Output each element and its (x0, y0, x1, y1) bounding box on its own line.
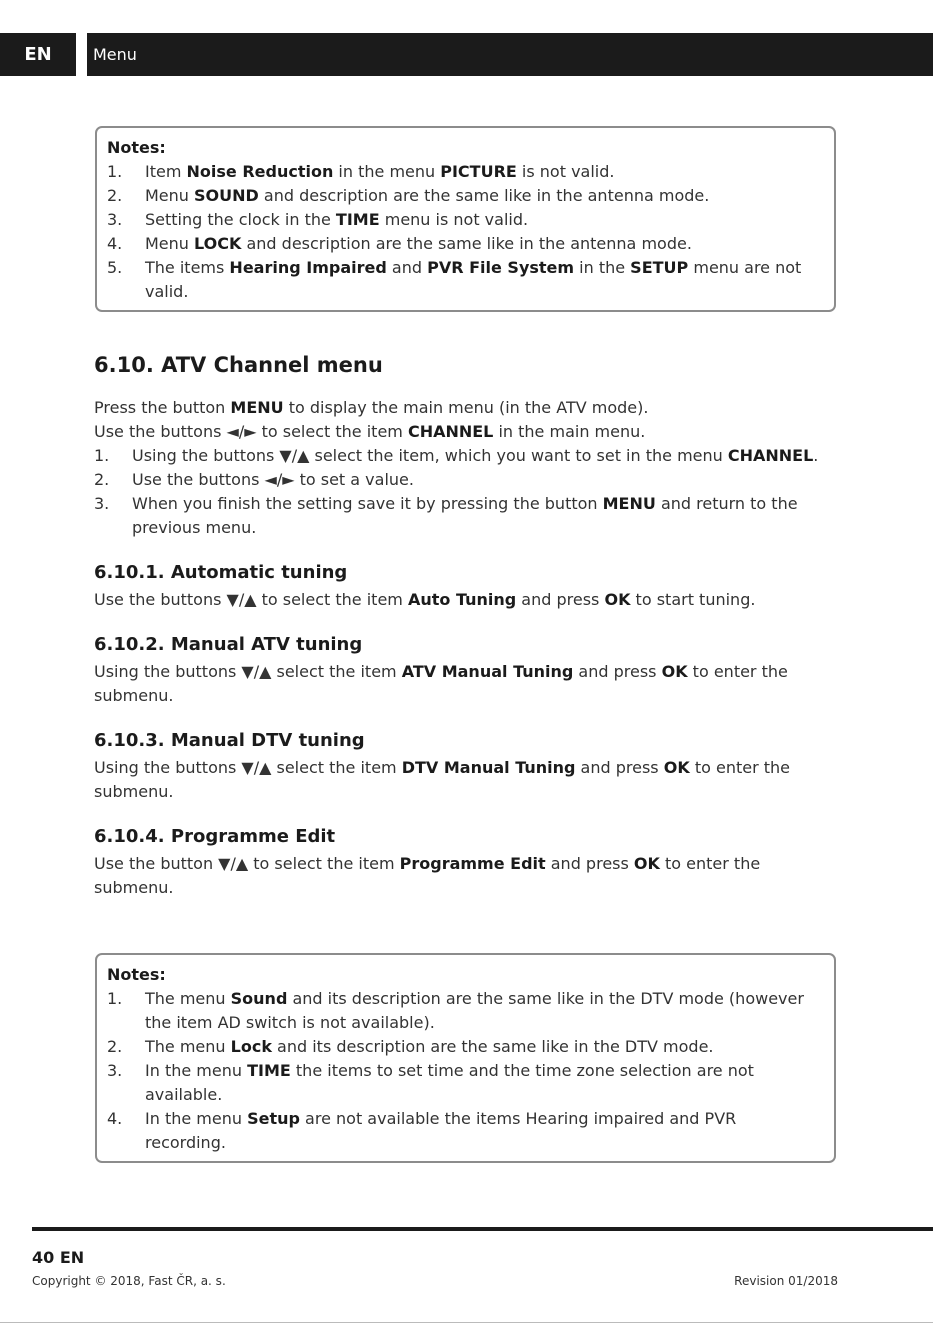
note-item (107, 256, 820, 304)
body-text: to enter the submenu. (94, 758, 790, 801)
body-text: and press (575, 758, 664, 777)
body-bold: MENU (230, 398, 284, 417)
note-text: and its description are the same like in the DTV mode (however the item AD switch is not available). (145, 989, 804, 1032)
note-item (107, 232, 820, 256)
subsection-manual-atv (94, 632, 824, 708)
note-number: 3. (107, 1061, 123, 1080)
note-number: 4. (107, 234, 123, 253)
subsection-body (94, 852, 824, 900)
body-text: Using the buttons ▼/▲ select the item (94, 662, 402, 681)
subsection-heading: 6.10.2. Manual ATV tuning (94, 634, 363, 655)
page-number: 40 EN (32, 1248, 85, 1267)
note-text: the items to set time and the time zone selection are not available. (145, 1061, 754, 1104)
step-number: 1. (94, 446, 110, 465)
body-bold: Programme Edit (399, 854, 546, 873)
body-text: to start tuning. (630, 590, 756, 609)
body-text: Use the button ▼/▲ to select the item (94, 854, 400, 873)
note-text: Menu (145, 234, 195, 253)
note-item (107, 160, 820, 184)
body-text: and return to the previous menu. (132, 494, 798, 537)
notes-title: Notes: (107, 965, 166, 984)
section-title: Menu (93, 45, 137, 64)
step-item (94, 444, 824, 468)
language-label: EN (24, 44, 52, 65)
step-number: 3. (94, 494, 110, 513)
subsection-heading: 6.10.1. Automatic tuning (94, 562, 348, 583)
note-item (107, 208, 820, 232)
body-bold: DTV Manual Tuning (401, 758, 576, 777)
subsection-heading: 6.10.4. Programme Edit (94, 826, 336, 847)
body-bold: Auto Tuning (407, 590, 517, 609)
step-number: 2. (94, 470, 110, 489)
note-number: 5. (107, 258, 123, 277)
subsection-heading: 6.10.3. Manual DTV tuning (94, 730, 365, 751)
note-text: and its description are the same like in the DTV mode. (271, 1037, 714, 1056)
note-bold: TIME (335, 210, 380, 229)
body-text: Using the buttons ▼/▲ select the item, which you want to set in the menu (132, 446, 728, 465)
note-text: and description are the same like in the antenna mode. (241, 234, 692, 253)
subsection-auto-tuning (94, 560, 824, 612)
note-text: Setting the clock in the (145, 210, 336, 229)
note-text: Item (145, 162, 187, 181)
note-number: 1. (107, 162, 123, 181)
subsection-manual-dtv (94, 728, 824, 804)
step-item (94, 492, 824, 540)
note-text: The menu (145, 989, 231, 1008)
language-tab (0, 33, 76, 76)
intro-line (94, 396, 824, 420)
note-bold: LOCK (194, 234, 242, 253)
body-text: and press (573, 662, 662, 681)
note-text: in the (574, 258, 631, 277)
note-text: The menu (145, 1037, 231, 1056)
note-text: in the menu (333, 162, 441, 181)
note-item (107, 1035, 820, 1059)
subsection-body (94, 756, 824, 804)
body-text: When you finish the setting save it by pressing the button (132, 494, 603, 513)
body-text: to display the main menu (in the ATV mode). (283, 398, 649, 417)
note-text: are not available the items Hearing impaired and PVR recording. (145, 1109, 737, 1152)
note-number: 2. (107, 186, 123, 205)
body-bold: CHANNEL (407, 422, 494, 441)
body-text: Press the button (94, 398, 231, 417)
body-text: and press (545, 854, 634, 873)
note-bold: Lock (230, 1037, 272, 1056)
main-content (94, 350, 824, 900)
subsection-body (94, 588, 824, 612)
note-text: The items (145, 258, 230, 277)
step-item (94, 468, 824, 492)
note-bold: PVR File System (427, 258, 575, 277)
note-bold: Hearing Impaired (229, 258, 387, 277)
section-header (87, 33, 933, 76)
body-text: . (813, 446, 819, 465)
body-text: to enter the submenu. (94, 854, 761, 897)
note-bold: Setup (247, 1109, 300, 1128)
body-text: Using the buttons ▼/▲ select the item (94, 758, 402, 777)
revision-text: Revision 01/2018 (734, 1274, 838, 1288)
body-bold: CHANNEL (727, 446, 814, 465)
note-item (107, 1059, 820, 1107)
body-text: and press (516, 590, 605, 609)
body-bold: OK (604, 590, 631, 609)
note-text: In the menu (145, 1061, 248, 1080)
note-number: 2. (107, 1037, 123, 1056)
note-number: 1. (107, 989, 123, 1008)
note-text: menu is not valid. (379, 210, 529, 229)
note-item (107, 1107, 820, 1155)
note-bold: Noise Reduction (186, 162, 334, 181)
body-text: Use the buttons ◄/► to select the item (94, 422, 408, 441)
footer-divider (32, 1227, 933, 1231)
body-bold: OK (661, 662, 688, 681)
body-bold: ATV Manual Tuning (401, 662, 574, 681)
body-bold: OK (633, 854, 660, 873)
body-bold: MENU (602, 494, 656, 513)
note-bold: SETUP (630, 258, 689, 277)
body-text: to enter the submenu. (94, 662, 788, 705)
subsection-programme-edit (94, 824, 824, 900)
subsection-body (94, 660, 824, 708)
intro-line (94, 420, 824, 444)
note-text: In the menu (145, 1109, 248, 1128)
note-text: and description are the same like in the antenna mode. (258, 186, 710, 205)
body-bold: OK (663, 758, 690, 777)
note-item (107, 184, 820, 208)
page-bottom-border (0, 1322, 933, 1323)
note-number: 3. (107, 210, 123, 229)
note-text: and (386, 258, 428, 277)
note-bold: SOUND (194, 186, 259, 205)
note-bold: Sound (230, 989, 288, 1008)
note-text: menu are not valid. (145, 258, 802, 301)
body-text: Use the buttons ▼/▲ to select the item (94, 590, 408, 609)
note-number: 4. (107, 1109, 123, 1128)
note-text: Menu (145, 186, 195, 205)
body-text: in the main menu. (493, 422, 646, 441)
note-bold: TIME (247, 1061, 291, 1080)
body-text: Use the buttons ◄/► to set a value. (132, 470, 414, 489)
note-text: is not valid. (516, 162, 615, 181)
section-heading: 6.10. ATV Channel menu (94, 353, 383, 377)
notes-box-atv (95, 953, 836, 1163)
copyright-text: Copyright © 2018, Fast ČR, a. s. (32, 1274, 226, 1288)
notes-title: Notes: (107, 138, 166, 157)
note-bold: PICTURE (440, 162, 517, 181)
notes-box-picture (95, 126, 836, 312)
note-item (107, 987, 820, 1035)
